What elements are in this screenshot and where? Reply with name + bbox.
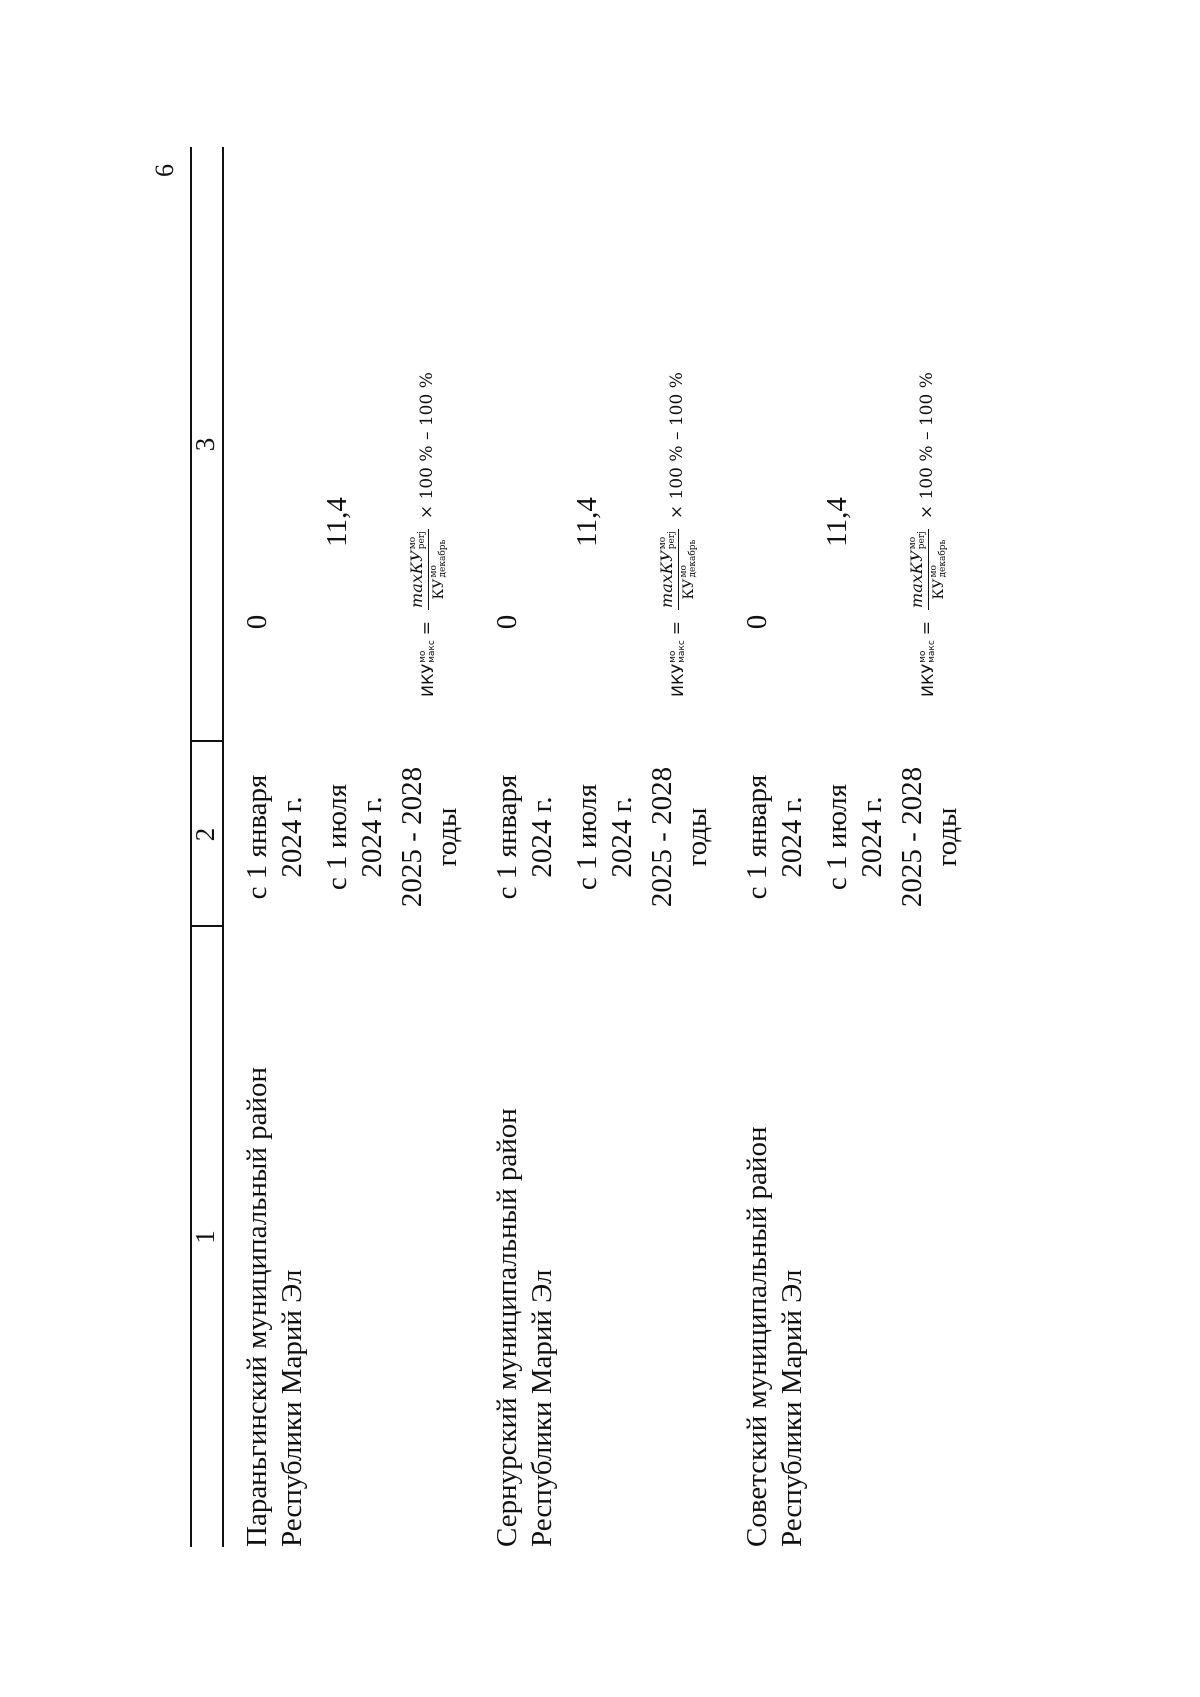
page-number: 6: [150, 164, 179, 177]
table-header-rule: [222, 147, 224, 1547]
formula-numerator: maxКУ мо perj: [407, 531, 427, 608]
formula-denominator: КУ мо декабрь: [678, 539, 698, 600]
formula-lhs: ИКУ мо макс: [917, 640, 937, 697]
municipality-name: Сернурский муниципальный район Республики Марий Эл: [491, 1108, 558, 1547]
period-label: с 1 января 2024 г.: [491, 774, 558, 900]
formula-fraction: [407, 529, 448, 610]
formula: [907, 372, 948, 697]
period-label: с 1 июля 2024 г.: [821, 783, 888, 891]
formula-fraction: [657, 529, 698, 610]
formula-equals: =: [667, 620, 688, 636]
formula-tail: × 100 % – 100 %: [417, 372, 438, 520]
formula: [407, 372, 448, 697]
formula-equals: =: [917, 620, 938, 636]
coefficient-value: 0: [491, 614, 523, 630]
col-header-3: 3: [190, 437, 220, 452]
formula-denominator: КУ мо декабрь: [928, 539, 948, 600]
col-header-2: 2: [190, 827, 220, 842]
period-label: с 1 января 2024 г.: [741, 774, 808, 900]
period-label: 2025 - 2028 годы: [646, 766, 713, 908]
period-label: с 1 июля 2024 г.: [571, 783, 638, 891]
municipality-name: Параньгинский муниципальный район Республики Марий Эл: [241, 1066, 308, 1547]
period-label: с 1 июля 2024 г.: [321, 783, 388, 891]
coefficient-value: 0: [741, 614, 773, 630]
formula-equals: =: [417, 620, 438, 636]
coefficient-value: 11,4: [321, 497, 353, 547]
coefficient-value: 11,4: [571, 497, 603, 547]
formula-lhs-indices: мо макс: [918, 640, 937, 663]
coefficient-value: 11,4: [821, 497, 853, 547]
formula-fraction: [907, 529, 948, 610]
period-label: 2025 - 2028 годы: [396, 766, 463, 908]
formula-lhs-indices: мо макс: [418, 640, 437, 663]
formula-numerator: maxКУ мо perj: [657, 531, 677, 608]
municipality-name: Советский муниципальный район Республики Марий Эл: [741, 1126, 808, 1547]
formula-lhs: ИКУ мо макс: [417, 640, 437, 697]
col-header-1: 1: [190, 1230, 220, 1244]
formula-tail: × 100 % – 100 %: [917, 372, 938, 520]
formula-lhs-indices: мо макс: [668, 640, 687, 663]
formula-numerator: maxКУ мо perj: [907, 531, 927, 608]
period-label: с 1 января 2024 г.: [241, 774, 308, 900]
period-label: 2025 - 2028 годы: [896, 766, 963, 908]
formula-lhs: ИКУ мо макс: [667, 640, 687, 697]
formula-denominator: КУ мо декабрь: [428, 539, 448, 600]
coefficient-value: 0: [241, 614, 273, 630]
formula-tail: × 100 % – 100 %: [667, 372, 688, 520]
formula: [657, 372, 698, 697]
